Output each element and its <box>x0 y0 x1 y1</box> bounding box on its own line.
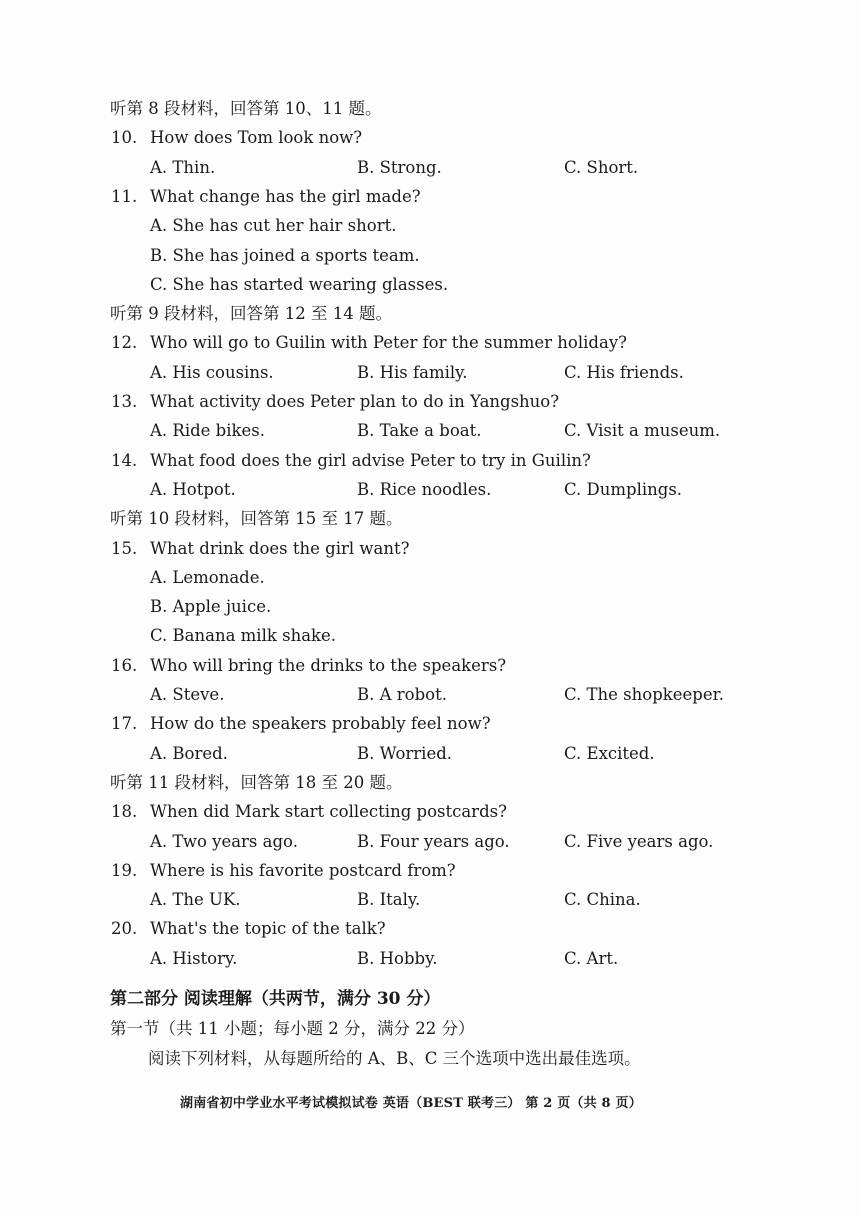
question-number: 20. <box>111 919 138 938</box>
question-number: 17. <box>111 714 138 733</box>
answer-option: B. Rice noodles. <box>357 480 492 499</box>
part-title: 第二部分 阅读理解（共两节，满分 30 分） <box>110 989 441 1009</box>
answer-option: C. His friends. <box>564 363 684 382</box>
answer-option: B. Apple juice. <box>150 597 272 616</box>
answer-option: B. Hobby. <box>357 949 438 968</box>
answer-option: B. Four years ago. <box>357 832 510 851</box>
answer-option: B. She has joined a sports team. <box>150 246 420 265</box>
question-text: Who will bring the drinks to the speakers? <box>150 656 507 675</box>
answer-option: B. Take a boat. <box>357 421 482 440</box>
question-text: What's the topic of the talk? <box>150 919 386 938</box>
answer-option: A. Two years ago. <box>150 832 298 851</box>
section-instruction: 阅读下列材料，从每题所给的 A、B、C 三个选项中选出最佳选项。 <box>148 1049 641 1068</box>
answer-option: A. Bored. <box>150 744 228 763</box>
question-number: 18. <box>111 802 138 821</box>
answer-option: B. Worried. <box>357 744 453 763</box>
answer-option: A. Steve. <box>150 685 225 704</box>
answer-option: A. Hotpot. <box>150 480 236 499</box>
question-text: What change has the girl made? <box>150 187 421 206</box>
question-number: 16. <box>111 656 138 675</box>
group-heading: 听第 9 段材料，回答第 12 至 14 题。 <box>110 304 392 323</box>
question-text: Where is his favorite postcard from? <box>150 861 456 880</box>
question-number: 15. <box>111 539 138 558</box>
answer-option: C. Excited. <box>564 744 655 763</box>
answer-option: C. Short. <box>564 158 639 177</box>
answer-option: C. Visit a museum. <box>564 421 721 440</box>
answer-option: A. His cousins. <box>150 363 274 382</box>
question-text: Who will go to Guilin with Peter for the summer holiday? <box>150 333 627 352</box>
answer-option: B. His family. <box>357 363 468 382</box>
answer-option: A. She has cut her hair short. <box>150 216 397 235</box>
question-text: What drink does the girl want? <box>150 539 410 558</box>
answer-option: C. Banana milk shake. <box>150 626 337 645</box>
question-number: 19. <box>111 861 138 880</box>
question-text: How do the speakers probably feel now? <box>150 714 491 733</box>
answer-option: C. Dumplings. <box>564 480 683 499</box>
question-number: 12. <box>111 333 138 352</box>
answer-option: B. Italy. <box>357 890 421 909</box>
answer-option: A. History. <box>150 949 238 968</box>
answer-option: A. The UK. <box>150 890 241 909</box>
answer-option: C. The shopkeeper. <box>564 685 724 704</box>
page-footer: 湖南省初中学业水平考试模拟试卷 英语（BEST 联考三） 第 2 页（共 8 页） <box>180 1096 642 1111</box>
answer-option: C. China. <box>564 890 641 909</box>
question-text: What food does the girl advise Peter to try in Guilin? <box>150 451 591 470</box>
question-number: 13. <box>111 392 138 411</box>
question-text: What activity does Peter plan to do in Yangshuo? <box>150 392 560 411</box>
section-title: 第一节（共 11 小题；每小题 2 分，满分 22 分） <box>110 1019 475 1038</box>
group-heading: 听第 8 段材料，回答第 10、11 题。 <box>110 99 382 118</box>
question-number: 10. <box>111 128 138 147</box>
group-heading: 听第 11 段材料，回答第 18 至 20 题。 <box>110 773 403 792</box>
question-number: 14. <box>111 451 138 470</box>
answer-option: C. Art. <box>564 949 619 968</box>
question-number: 11. <box>111 187 138 206</box>
answer-option: A. Thin. <box>150 158 216 177</box>
answer-option: C. She has started wearing glasses. <box>150 275 449 294</box>
answer-option: B. Strong. <box>357 158 442 177</box>
answer-option: C. Five years ago. <box>564 832 714 851</box>
question-text: When did Mark start collecting postcards? <box>150 802 507 821</box>
answer-option: A. Lemonade. <box>150 568 265 587</box>
answer-option: A. Ride bikes. <box>150 421 265 440</box>
group-heading: 听第 10 段材料，回答第 15 至 17 题。 <box>110 509 403 528</box>
answer-option: B. A robot. <box>357 685 447 704</box>
question-text: How does Tom look now? <box>150 128 363 147</box>
